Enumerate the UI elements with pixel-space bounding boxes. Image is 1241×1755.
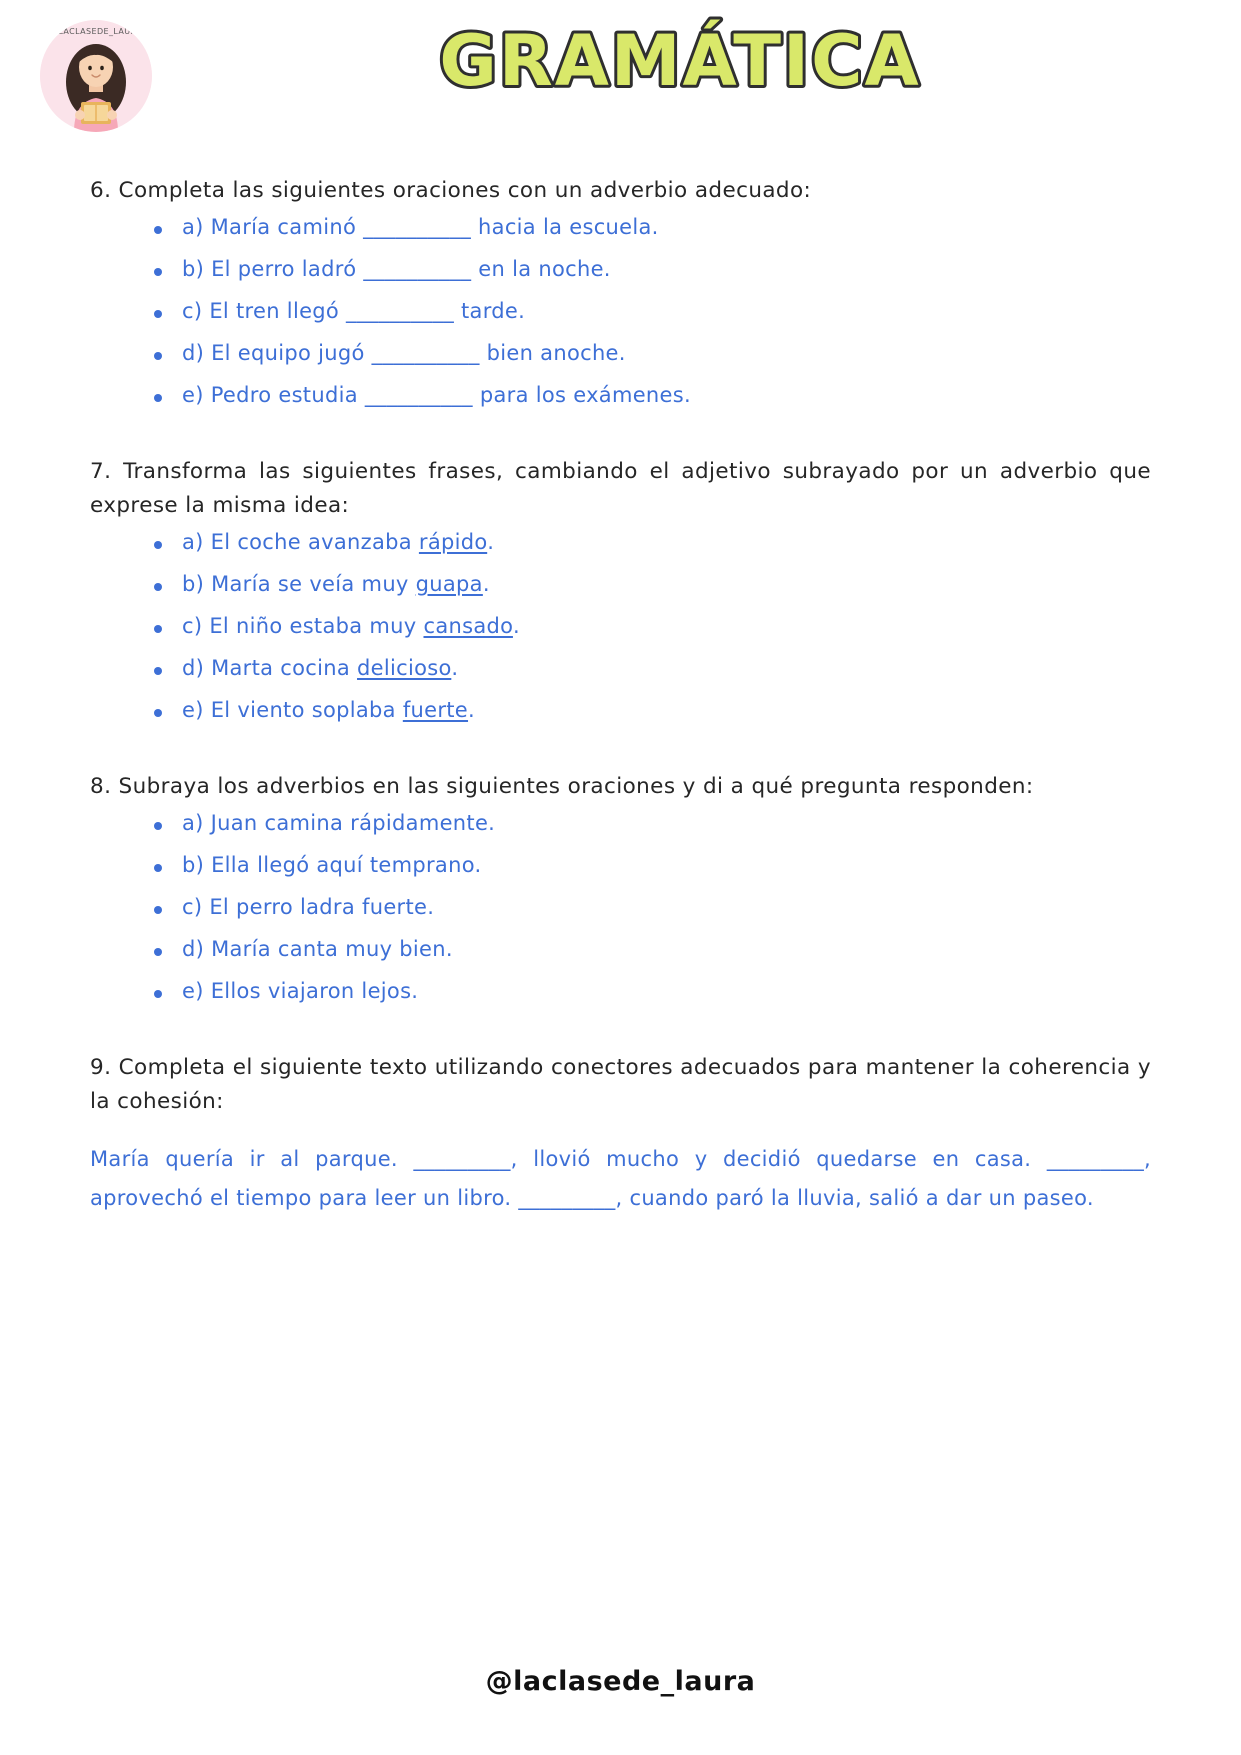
exercise-7-heading: 7. Transforma las siguientes frases, cambiando el adjetivo subrayado por un adverbio que exprese la misma idea: — [90, 459, 1151, 518]
avatar-handle: @LACLASEDE_LAURA — [49, 27, 143, 36]
avatar-illustration-icon — [40, 20, 152, 132]
exercise-9-paragraph: María quería ir al parque. _________, llovió mucho y decidió quedarse en casa. _________, aprovechó el tiempo para leer un libro. _________, cuando paró la lluvia, salió a dar un paseo. — [90, 1146, 1151, 1210]
exercise-9-heading: 9. Completa el siguiente texto utilizando conectores adecuados para mantener la coherencia y la cohesión: — [90, 1055, 1151, 1114]
list-item: e) Ellos viajaron lejos. — [150, 981, 1151, 1023]
list-item: d) El equipo jugó __________ bien anoche. — [150, 343, 1151, 385]
list-item: a) El coche avanzaba rápido. — [150, 532, 1151, 574]
exercise-6-heading: 6. Completa las siguientes oraciones con un adverbio adecuado: — [90, 178, 812, 203]
footer-handle: @laclasede_laura — [485, 1666, 756, 1697]
list-item: b) María se veía muy guapa. — [150, 574, 1151, 616]
list-item: c) El niño estaba muy cansado. — [150, 616, 1151, 658]
list-item: e) Pedro estudia __________ para los exámenes. — [150, 385, 1151, 427]
page-title — [180, 0, 1180, 120]
exercise-7-list — [90, 529, 1151, 742]
list-item: a) Juan camina rápidamente. — [150, 813, 1151, 855]
list-item: b) Ella llegó aquí temprano. — [150, 855, 1151, 897]
list-item: a) María caminó __________ hacia la escuela. — [150, 217, 1151, 259]
worksheet-content — [0, 150, 1241, 1218]
list-item: c) El tren llegó __________ tarde. — [150, 301, 1151, 343]
list-item: d) María canta muy bien. — [150, 939, 1151, 981]
list-item: c) El perro ladra fuerte. — [150, 897, 1151, 939]
list-item: b) El perro ladró __________ en la noche. — [150, 259, 1151, 301]
avatar — [40, 20, 152, 132]
list-item: d) Marta cocina delicioso. — [150, 658, 1151, 700]
exercise-8-heading: 8. Subraya los adverbios en las siguientes oraciones y di a qué pregunta responden: — [90, 773, 1034, 799]
svg-text:GRAMÁTICA: GRAMÁTICA — [439, 20, 921, 102]
page-title-graphic — [400, 0, 960, 120]
list-item: e) El viento soplaba fuerte. — [150, 700, 1151, 742]
exercise-6-list — [90, 217, 1151, 427]
exercise-8-list — [90, 813, 1151, 1023]
page-header — [0, 0, 1241, 150]
